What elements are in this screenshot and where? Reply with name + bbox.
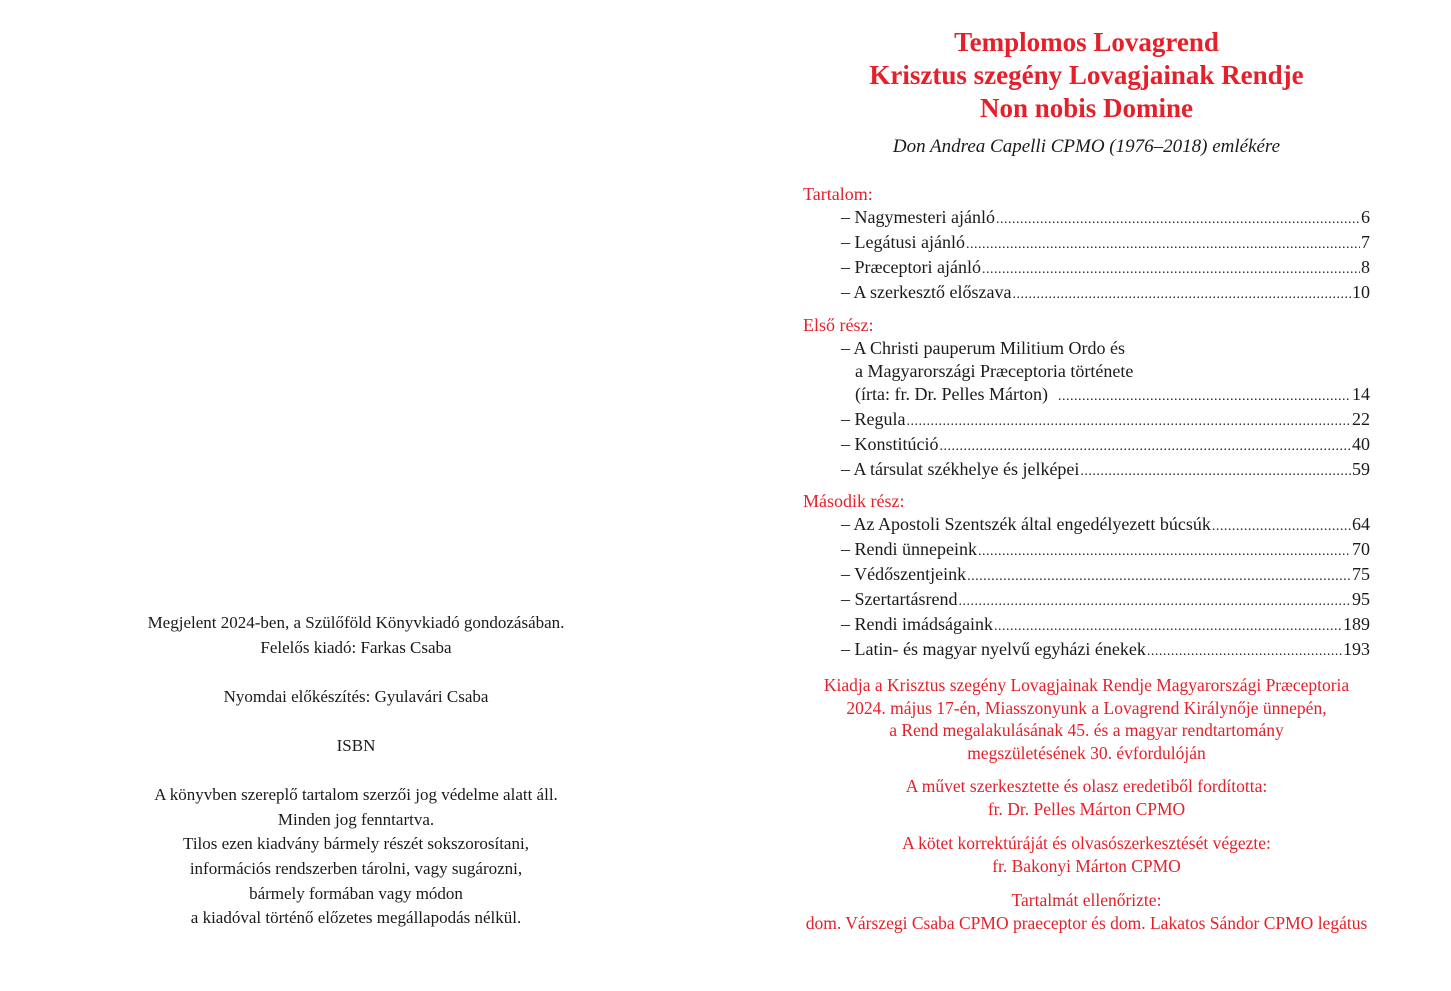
toc-entry[interactable] <box>841 408 1370 433</box>
toc-entry[interactable] <box>841 588 1370 613</box>
copyright-line: a kiadóval történő előzetes megállapodás nélkül. <box>190 908 522 928</box>
toc-entry[interactable] <box>841 538 1370 563</box>
toc-entry[interactable] <box>841 433 1370 458</box>
toc-entry-page: 64 <box>1352 514 1370 534</box>
toc-entry-line[interactable]: – A Christi pauperum Militium Ordo és <box>841 338 1125 358</box>
toc-entry-page: 8 <box>1361 257 1370 277</box>
title-line: Krisztus szegény Lovagjainak Rendje <box>869 60 1304 90</box>
toc-entry-label: – A szerkesztő előszava <box>841 282 1012 302</box>
colophon-line: A kötet korrektúráját és olvasószerkesztését végezte: <box>902 833 1271 853</box>
toc-entry-line[interactable]: a Magyarországi Præceptoria története <box>855 361 1134 381</box>
title-line: Non nobis Domine <box>979 93 1194 123</box>
colophon-line: 2024. május 17-én, Miasszonyunk a Lovagrend Királynője ünnepén, <box>846 697 1327 718</box>
colophon-checked-by <box>760 889 1413 934</box>
toc-entry-page: 193 <box>1343 639 1370 659</box>
copyright-line: Tilos ezen kiadvány bármely részét sokszorosítani, <box>183 834 529 854</box>
isbn-line: ISBN <box>336 735 376 755</box>
toc-heading: Tartalom: <box>803 184 873 204</box>
colophon-line: Kiadja a Krisztus szegény Lovagjainak Rendje Magyarországi Præceptoria <box>823 675 1350 695</box>
toc-entry-page: 59 <box>1352 459 1370 479</box>
toc-entry-label: – Regula <box>841 409 906 429</box>
toc-entry-page: 6 <box>1361 207 1370 227</box>
toc-entry[interactable] <box>841 513 1370 538</box>
copyright-line: Minden jog fenntartva. <box>277 809 435 829</box>
toc-entry-label: – Latin- és magyar nyelvű egyházi énekek <box>841 639 1146 659</box>
toc-entry[interactable] <box>841 458 1370 483</box>
toc-entry-label: – Védőszentjeink <box>841 564 967 584</box>
toc-heading: Második rész: <box>803 491 905 511</box>
toc-entry[interactable] <box>841 206 1370 231</box>
toc-entry-page: 22 <box>1352 409 1370 429</box>
colophon-line: Tartalmát ellenőrizte: <box>1011 890 1162 910</box>
toc-entry[interactable] <box>841 281 1370 306</box>
toc-entry-label: – Legátusi ajánló <box>841 232 965 252</box>
copyright-line: információs rendszerben tárolni, vagy sugározni, <box>189 858 523 878</box>
toc-entry[interactable] <box>841 231 1370 256</box>
toc-entry-page: 10 <box>1352 282 1370 302</box>
toc-entry-label: – Konstitúció <box>841 434 939 454</box>
toc-entry-page: 14 <box>1352 384 1370 404</box>
colophon-line: fr. Bakonyi Márton CPMO <box>992 855 1181 876</box>
toc-entry-page: 95 <box>1352 589 1370 609</box>
colophon-proofreader <box>760 832 1413 877</box>
right-page <box>760 0 1410 991</box>
toc-entry-label: – A társulat székhelye és jelképei <box>841 459 1080 479</box>
toc-entry[interactable] <box>855 383 1370 408</box>
toc-contents <box>803 183 1370 306</box>
colophon-line: a Rend megalakulásának 45. és a magyar rendtartomány <box>889 720 1284 741</box>
copyright-line: A könyvben szereplő tartalom szerzői jog védelme alatt áll. <box>154 785 558 805</box>
toc-entry-label: – Rendi ünnepeink <box>841 539 977 559</box>
colophon-editor <box>760 775 1413 820</box>
title-line: Templomos Lovagrend <box>954 27 1219 57</box>
toc-entry-label: – Præceptori ajánló <box>841 257 981 277</box>
colophon-published-by <box>760 674 1413 764</box>
toc-entry-page: 75 <box>1352 564 1370 584</box>
toc-part-two <box>803 490 1370 663</box>
toc-heading: Első rész: <box>803 315 874 335</box>
toc-entry[interactable] <box>841 638 1370 663</box>
left-page <box>0 0 712 991</box>
colophon-line: megszületésének 30. évfordulóján <box>967 742 1206 763</box>
dedication: Don Andrea Capelli CPMO (1976–2018) emlékére <box>892 136 1281 157</box>
toc-entry-label: – Rendi imádságaink <box>841 614 993 634</box>
toc-entry[interactable] <box>841 256 1370 281</box>
copyright-line: bármely formában vagy módon <box>249 883 463 903</box>
toc-entry-page: 40 <box>1352 434 1370 454</box>
colophon-line: dom. Várszegi Csaba CPMO praeceptor és dom. Lakatos Sándor CPMO legátus <box>805 912 1368 933</box>
toc-entry-label: – Nagymesteri ajánló <box>841 207 995 227</box>
toc-entry-label: (írta: fr. Dr. Pelles Márton) <box>855 384 1048 404</box>
colophon-line: A művet szerkesztette és olasz eredetiből fordította: <box>905 776 1268 796</box>
toc-entry-label: – Az Apostoli Szentszék által engedélyezett búcsúk <box>841 514 1211 534</box>
colophon-line: fr. Dr. Pelles Márton CPMO <box>987 798 1186 819</box>
toc-entry[interactable] <box>841 613 1370 638</box>
toc-entry-page: 189 <box>1343 614 1370 634</box>
toc-entry-label: – Szertartásrend <box>841 589 958 609</box>
publisher-line: Felelős kiadó: Farkas Csaba <box>260 637 452 657</box>
imprint-block <box>0 611 712 931</box>
toc-part-one <box>803 314 1370 483</box>
book-title <box>760 26 1413 125</box>
toc-entry[interactable] <box>841 563 1370 588</box>
published-note: Megjelent 2024-ben, a Szülőföld Könyvkiadó gondozásában. <box>147 613 565 632</box>
toc-entry-page: 70 <box>1352 539 1370 559</box>
prepress-line: Nyomdai előkészítés: Gyulavári Csaba <box>223 686 489 706</box>
toc-entry-page: 7 <box>1361 232 1370 252</box>
